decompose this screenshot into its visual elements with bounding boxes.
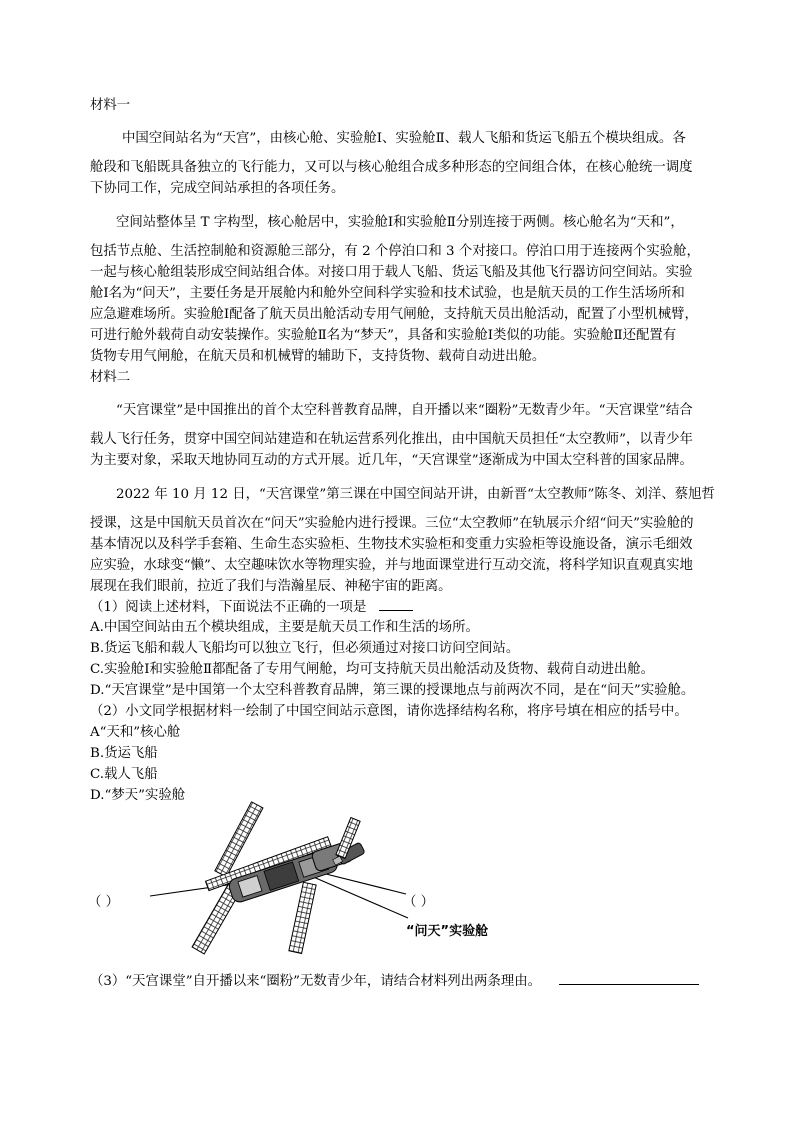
question3-stem-text: （3）“天宫课堂”自开播以来“圈粉”无数青少年，请结合材料列出两条理由。 xyxy=(90,974,542,989)
question3-answer-blank[interactable] xyxy=(559,972,699,985)
material1-p2-line: 空间站整体呈 T 字构型，核心舱居中，实验舱Ⅰ和实验舱Ⅱ分别连接于两侧。核心舱名为“天和”， xyxy=(116,215,684,230)
material1-p1-line: 中国空间站名为“天宫”，由核心舱、实验舱Ⅰ、实验舱Ⅱ、载人飞船和货运飞船五个模块组成。各 xyxy=(122,131,686,146)
question2-stem: （2）小文同学根据材料一绘制了中国空间站示意图，请你选择结构名称，将序号填在相应的括号中。 xyxy=(90,704,688,719)
material1-p2-line: 应急避难场所。实验舱Ⅰ配备了航天员出舱活动专用气闸舱，支持航天员出舱活动，配置了小型机械臂， xyxy=(90,307,698,322)
material1-heading: 材料一 xyxy=(90,98,131,113)
question1-option: C.实验舱Ⅰ和实验舱Ⅱ都配备了专用气闸舱，均可支持航天员出舱活动及货物、载荷自动进出舱。 xyxy=(90,662,655,677)
diagram-left-answer-bracket[interactable]: （ ） xyxy=(88,895,120,910)
question1-option: B.货运飞船和载人飞船均可以独立飞行，但必须通过对接口访问空间站。 xyxy=(90,641,520,656)
material2-p2-line: 展现在我们眼前，拉近了我们与浩瀚星辰、神秘宇宙的距离。 xyxy=(90,579,452,594)
diagram-right-answer-bracket[interactable]: （ ） xyxy=(403,895,435,910)
material2-p1-line: 为主要对象，采取天地协同互动的方式开展。近几年，“天宫课堂”逐渐成为中国太空科普的国家品牌。 xyxy=(90,453,693,468)
question2-option: A“天和”核心舱 xyxy=(90,725,181,740)
question1-answer-blank[interactable] xyxy=(379,598,413,611)
material2-heading: 材料二 xyxy=(90,370,131,385)
question2-option: D.“梦天”实验舱 xyxy=(90,788,186,803)
material1-p1-line: 舱段和飞船既具备独立的飞行能力，又可以与核心舱组合成多种形态的空间组合体，在核心舱统一调度 xyxy=(90,160,693,175)
question1-stem-text: （1）阅读上述材料，下面说法不正确的一项是 xyxy=(90,600,367,615)
question2-option: C.载人飞船 xyxy=(90,767,158,782)
question1-option: D.“天宫课堂”是中国第一个太空科普教育品牌，第三课的授课地点与前两次不同，是在“问天”实验舱。 xyxy=(90,683,695,698)
material1-p2-line: 一起与核心舱组装形成空间站组合体。对接口用于载人飞船、货运飞船及其他飞行器访问空间站。实验 xyxy=(90,265,693,280)
material1-p2-line: 舱Ⅰ名为“问天”，主要任务是开展舱内和舱外空间科学实验和技术试验，也是航天员的工作生活场所和 xyxy=(90,286,685,301)
material2-p2-line: 2022 年 10 月 12 日，“天宫课堂”第三课在中国空间站开讲，由新晋“太空教师”陈冬、刘洋、蔡旭哲 xyxy=(116,487,715,502)
material1-p2-line: 货物专用气闸舱，在航天员和机械臂的辅助下，支持货物、载荷自动进出舱。 xyxy=(90,349,546,364)
material2-p2-line: 授课，这是中国航天员首次在“问天”实验舱内进行授课。三位“太空教师”在轨展示介绍“问天”实验舱的 xyxy=(90,516,694,531)
material1-p1-line: 下协同工作，完成空间站承担的各项任务。 xyxy=(90,181,345,196)
material2-p2-line: 应实验，水球变“懒”、太空趣味饮水等物理实验，并与地面课堂进行互动交流，将科学知识直观真实地 xyxy=(90,558,693,573)
wentian-module-caption: “问天”实验舱 xyxy=(406,924,489,939)
question1-option: A.中国空间站由五个模块组成，主要是航天员工作和生活的场所。 xyxy=(90,620,479,635)
material1-p2-line: 包括节点舱、生活控制舱和资源舱三部分，有 2 个停泊口和 3 个对接口。停泊口用于连接两个实验舱， xyxy=(90,244,700,259)
material2-p1-line: “天宫课堂”是中国推出的首个太空科普教育品牌，自开播以来“圈粉”无数青少年。“天宫课堂”结合 xyxy=(116,403,693,418)
material2-p1-line: 载人飞行任务，贯穿中国空间站建造和在轨运营系列化推出，由中国航天员担任“太空教师”，以青少年 xyxy=(90,432,693,447)
question1-stem xyxy=(90,598,413,616)
question2-option: B.货运飞船 xyxy=(90,746,158,761)
space-station-diagram xyxy=(88,800,508,955)
material1-p2-line: 可进行舱外载荷自动安装操作。实验舱Ⅱ名为“梦天”，具备和实验舱Ⅰ类似的功能。实验舱Ⅱ还配置有 xyxy=(90,328,677,343)
question3-stem xyxy=(90,972,699,990)
material2-p2-line: 基本情况以及科学手套箱、生命生态实验柜、生物技术实验柜和变重力实验柜等设施设备，演示毛细效 xyxy=(90,537,693,552)
